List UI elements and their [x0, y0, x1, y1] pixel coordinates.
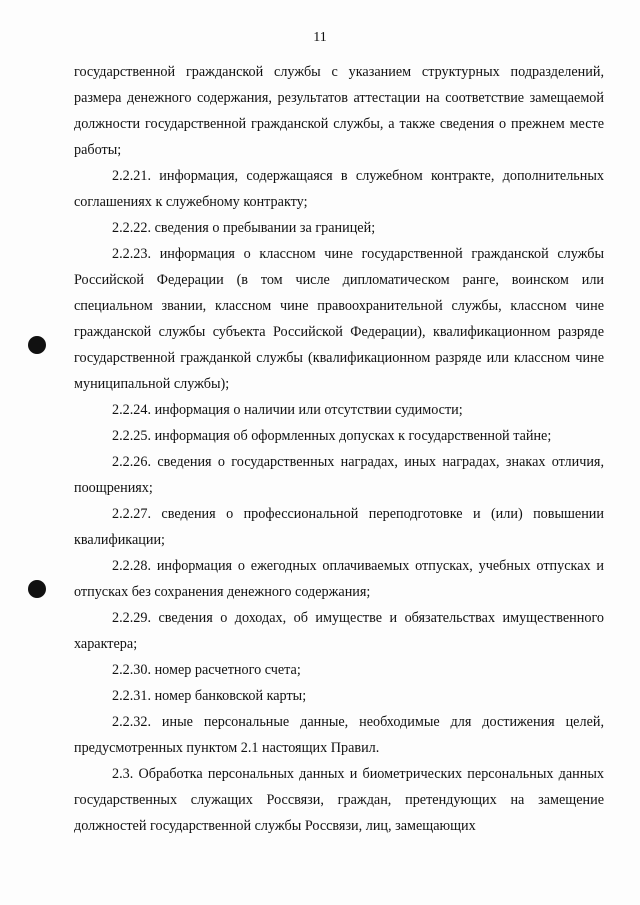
- paragraph-2-2-27: 2.2.27. сведения о профессиональной переподготовке и (или) повышении квалификации;: [74, 506, 604, 548]
- paragraph-2-2-23: 2.2.23. информация о классном чине государственной гражданской службы Российской Федерации (в том числе дипломатическом ранге, воинском или специальном звании, классном чине правоохранительной службы, классном чине гражданской службы субъекта Российской Федерации), квалификационном разряде государственной гражданкой службы (квалификационном разряде или классном чине муниципальной службы);: [74, 246, 604, 392]
- paragraph-2-2-22: 2.2.22. сведения о пребывании за границей;: [112, 220, 376, 236]
- binder-hole-bottom: [28, 580, 46, 598]
- paragraph-2-3: 2.3. Обработка персональных данных и биометрических персональных данных государственных служащих Россвязи, граждан, претендующих на замещение должностей государственной службы Россвязи, лиц, замещающих: [74, 766, 604, 834]
- paragraph-2-2-24: 2.2.24. информация о наличии или отсутствии судимости;: [112, 402, 463, 418]
- paragraph-2-2-32: 2.2.32. иные персональные данные, необходимые для достижения целей, предусмотренных пунктом 2.1 настоящих Правил.: [74, 714, 604, 756]
- binder-hole-top: [28, 336, 46, 354]
- paragraph-2-2-21: 2.2.21. информация, содержащаяся в служебном контракте, дополнительных соглашениях к служебному контракту;: [74, 168, 604, 210]
- paragraph-2-2-26: 2.2.26. сведения о государственных наградах, иных наградах, знаках отличия, поощрениях;: [74, 454, 604, 496]
- paragraph-2-2-28: 2.2.28. информация о ежегодных оплачиваемых отпусках, учебных отпусках и отпусках без сохранения денежного содержания;: [74, 558, 604, 600]
- paragraph-2-2-31: 2.2.31. номер банковской карты;: [112, 688, 307, 704]
- paragraph-2-2-25: 2.2.25. информация об оформленных допусках к государственной тайне;: [112, 428, 552, 444]
- page-number: 11: [313, 30, 327, 45]
- paragraph-2-2-30: 2.2.30. номер расчетного счета;: [112, 662, 301, 678]
- paragraph-2-2-29: 2.2.29. сведения о доходах, об имуществе и обязательствах имущественного характера;: [74, 610, 604, 652]
- document-body: [74, 59, 604, 839]
- paragraph-continuation: государственной гражданской службы с указанием структурных подразделений, размера денежного содержания, результатов аттестации на соответствие замещаемой должности государственной гражданской службы, а также сведения о прежнем месте работы;: [74, 64, 604, 158]
